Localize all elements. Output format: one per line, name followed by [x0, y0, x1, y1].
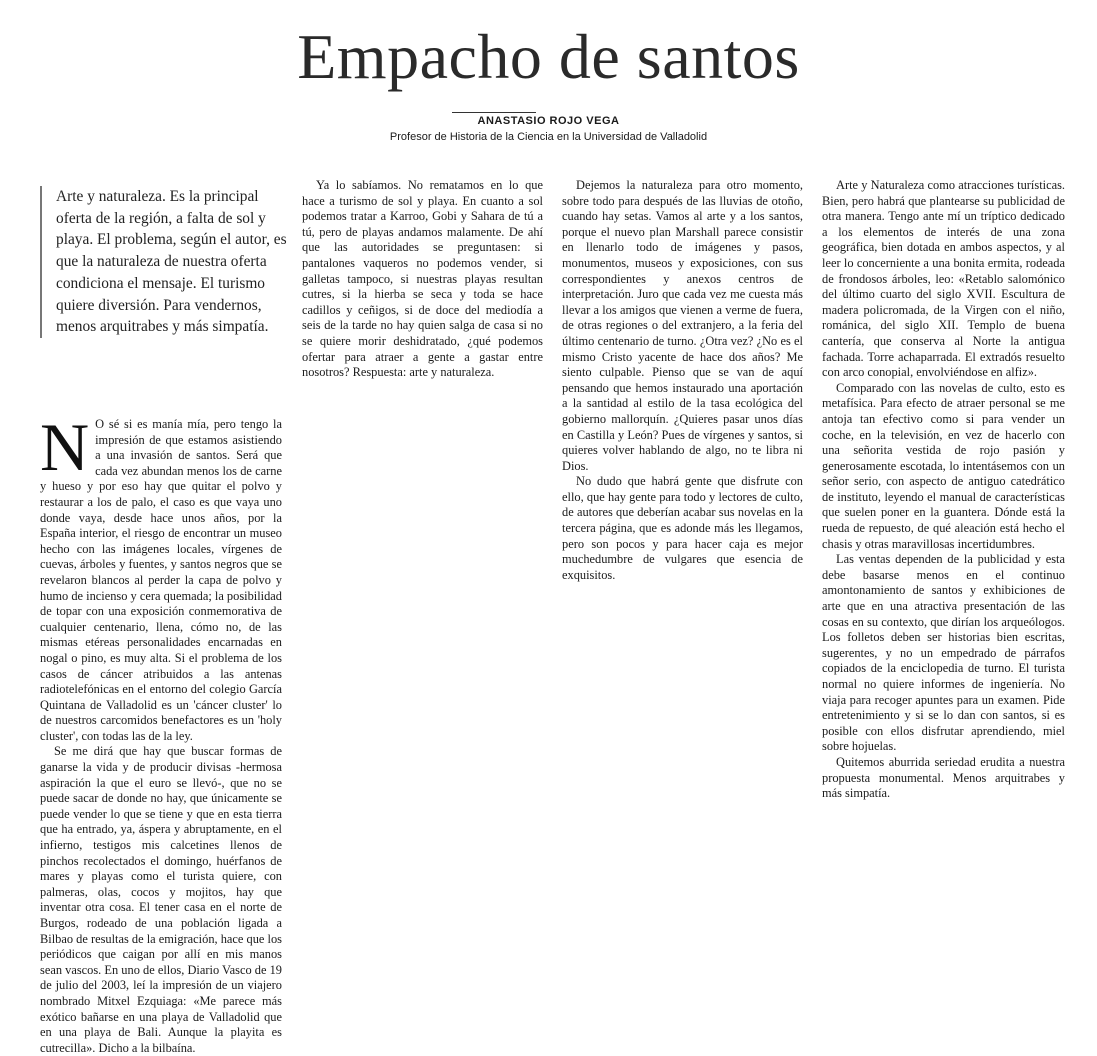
lede-summary: Arte y naturaleza. Es la principal oferta de la región, a falta de sol y playa. El problema, según el autor, es que la naturaleza de nuestra oferta condiciona el mensaje. El turismo quiere diversión. Para vendernos, menos arquitrabes y más simpatía. [40, 186, 296, 338]
paragraph: Arte y Naturaleza como atracciones turísticas. Bien, pero habrá que plantearse su publicidad de otra manera. Tengo ante mí un tríptico dedicado a los elementos de interés de una zona geográfica, bien dotada en ambos aspectos, y al leer lo concerniente a una bonita ermita, rodeada de frondosos árboles, leo: «Retablo salomónico del último cuarto del siglo XVII. Escultura de madera policromada, de la Virgen con el niño, románica, del siglo XII. Templo de buena cantería, que conserva al Norte la antigua fachada. Torre achaparrada. El extradós resuelto con arco conopial, envolviéndose en alfiz». [822, 178, 1065, 380]
paragraph: Se me dirá que hay que buscar formas de ganarse la vida y de producir divisas -hermosa aspiración la que el euro se llevó-, que no se puede sacar de donde no hay, que únicamente se puede vender lo que se tiene y que en esta tierra que ha entrado, ya, áspera y abruptamente, en el infierno, testigos mis calcetines llenos de pinchos recolectados el domingo, huérfanos de mares y playas como el turista quiere, con palmeras, olas, cocos y mojitos, hay que inventar otra cosa. El tener casa en el norte de Burgos, rodeado de una población ligada a Bilbao de resultas de la emigración, hace que los periódicos que caigan por allí en mis manos sean vascos. En uno de ellos, Diario Vasco de 19 de julio del 2003, leí la impresión de un viajero nombrado Mitxel Ezquiaga: «Me parece más exótico bañarse en una playa de Valladolid que en una playa de Bali. Aunque la playita es cutrecilla». Dicho a la bilbaína. [40, 744, 282, 1055]
column-4 [822, 178, 1065, 802]
author-name: ANASTASIO ROJO VEGA [477, 115, 620, 127]
column-1 [40, 409, 282, 1056]
author-affiliation: Profesor de Historia de la Ciencia en la Universidad de Valladolid [389, 131, 708, 143]
article-title: Empacho de santos [297, 21, 800, 92]
paragraph: Quitemos aburrida seriedad erudita a nuestra propuesta monumental. Menos arquitrabes y más simpatía. [822, 754, 1065, 801]
paragraph [40, 409, 282, 744]
paragraph: Comparado con las novelas de culto, esto es metafísica. Para efecto de atraer personal se me antoja tan efectivo como si para vender un coche, en la televisión, en vez de hacerlo con una señorita vestida de rojo pasión y generosamente escotada, lo intentásemos con un señor serio, con aspecto de antiguo catedrático de instituto, leyendo el manual de características que suelen poner en la guantera. Dónde está la rueda de repuesto, de qué aleación está hecho el chasis y otras maravillosas incertidumbres. [822, 380, 1065, 551]
paragraph: Las ventas dependen de la publicidad y esta debe basarse menos en el continuo amontonamiento de santos y exhibiciones de arte que en una atractiva presentación de las cosas en su contexto, que dirían los arqueólogos. Los folletos deben ser historias bien escritas, sugerentes, y no un empedrado de párrafos copiados de la enciclopedia de turno. El turista normal no quiere informes de ingeniería. No viaja para recoger apuntes para un examen. Pide entretenimiento y si se lo dan con santos, si es posible con ellos disfrutar aprendiendo, miel sobre hojuelas. [822, 552, 1065, 754]
paragraph-text: O sé si es manía mía, pero tengo la impresión de que estamos asistiendo a una invasión de santos. Será que cada vez abundan menos los de carne y hueso y por eso hay que quitar el polvo y restaurar a los de palo, el caso es que vaya uno donde vaya, desde hace unos años, por la España interior, el riesgo de encontrar un museo hecho con las imágenes locales, vírgenes de cuevas, árboles y fuentes, y santos negros que se revelaron blancos al perder la capa de polvo y humo de incienso y cera quemada; la posibilidad de topar con una exposición conmemorativa de cualquier centenario, llena, cómo no, de las mismas etéreas personalidades encarnadas en nogal o pino, es muy alta. Si el problema de los casos de cáncer atribuidos a las antenas radiotelefónicas en el entorno del colegio García Quintana de Valladolid es un 'cáncer cluster' lo de nuestros carcomidos benefactores es un 'holy cluster', con todas las de la ley. [40, 417, 282, 743]
paragraph: Ya lo sabíamos. No rematamos en lo que hace a turismo de sol y playa. En cuanto a sol podemos tratar a Karroo, Gobi y Sahara de tú a tú, pero de playas andamos malamente. De ahí que las autoridades se preguntasen: si pantalones vaqueros no podemos vender, si galletas tampoco, si nuestras playas resultan cutres, si la hierba se seca y toda se hace cadillos y ceñigos, si de doce del mediodía a seis de la tarde no hay quien salga de casa si no se quiere morir deshidratado, ¿qué podemos ofertar para atraer a gente a gastar entre nosotros? Respuesta: arte y naturaleza. [302, 178, 543, 380]
paragraph: Dejemos la naturaleza para otro momento, sobre todo para después de las lluvias de otoño, cuando hay setas. Vamos al arte y a los santos, porque el nuevo plan Marshall parece consistir en llenarlo todo de imágenes y pasos, monumentos, museos y exposiciones, con sus correspondientes y anexos centros de interpretación. Juro que cada vez me cuesta más llevar a los amigos que vienen a verme de fuera, de otras regiones o del extranjero, a la feria del último centenario de turno. ¿Otra vez? ¿No es el mismo Cristo yacente de hace dos años? Me siento culpable. Pienso que se van de aquí pensando que hemos instaurado una aportación a la santidad al estilo de la tasa ecológica del gobierno mallorquín. ¿Quieres pasar unos días en Castilla y León? Pues de vírgenes y santos, si quieres volver hablando de algo, no te libra ni Dios. [562, 178, 803, 473]
column-2 [302, 178, 543, 381]
drop-cap: N [40, 409, 90, 485]
column-3 [562, 178, 803, 583]
paragraph: No dudo que habrá gente que disfrute con ello, que hay gente para todo y lectores de culto, de autores que deberían acabar sus novelas en la tercera página, que es adonde más les llegamos, pero son pocos y para hacer caja es mejor muchedumbre de vulgares que esencia de exquisitos. [562, 474, 803, 582]
